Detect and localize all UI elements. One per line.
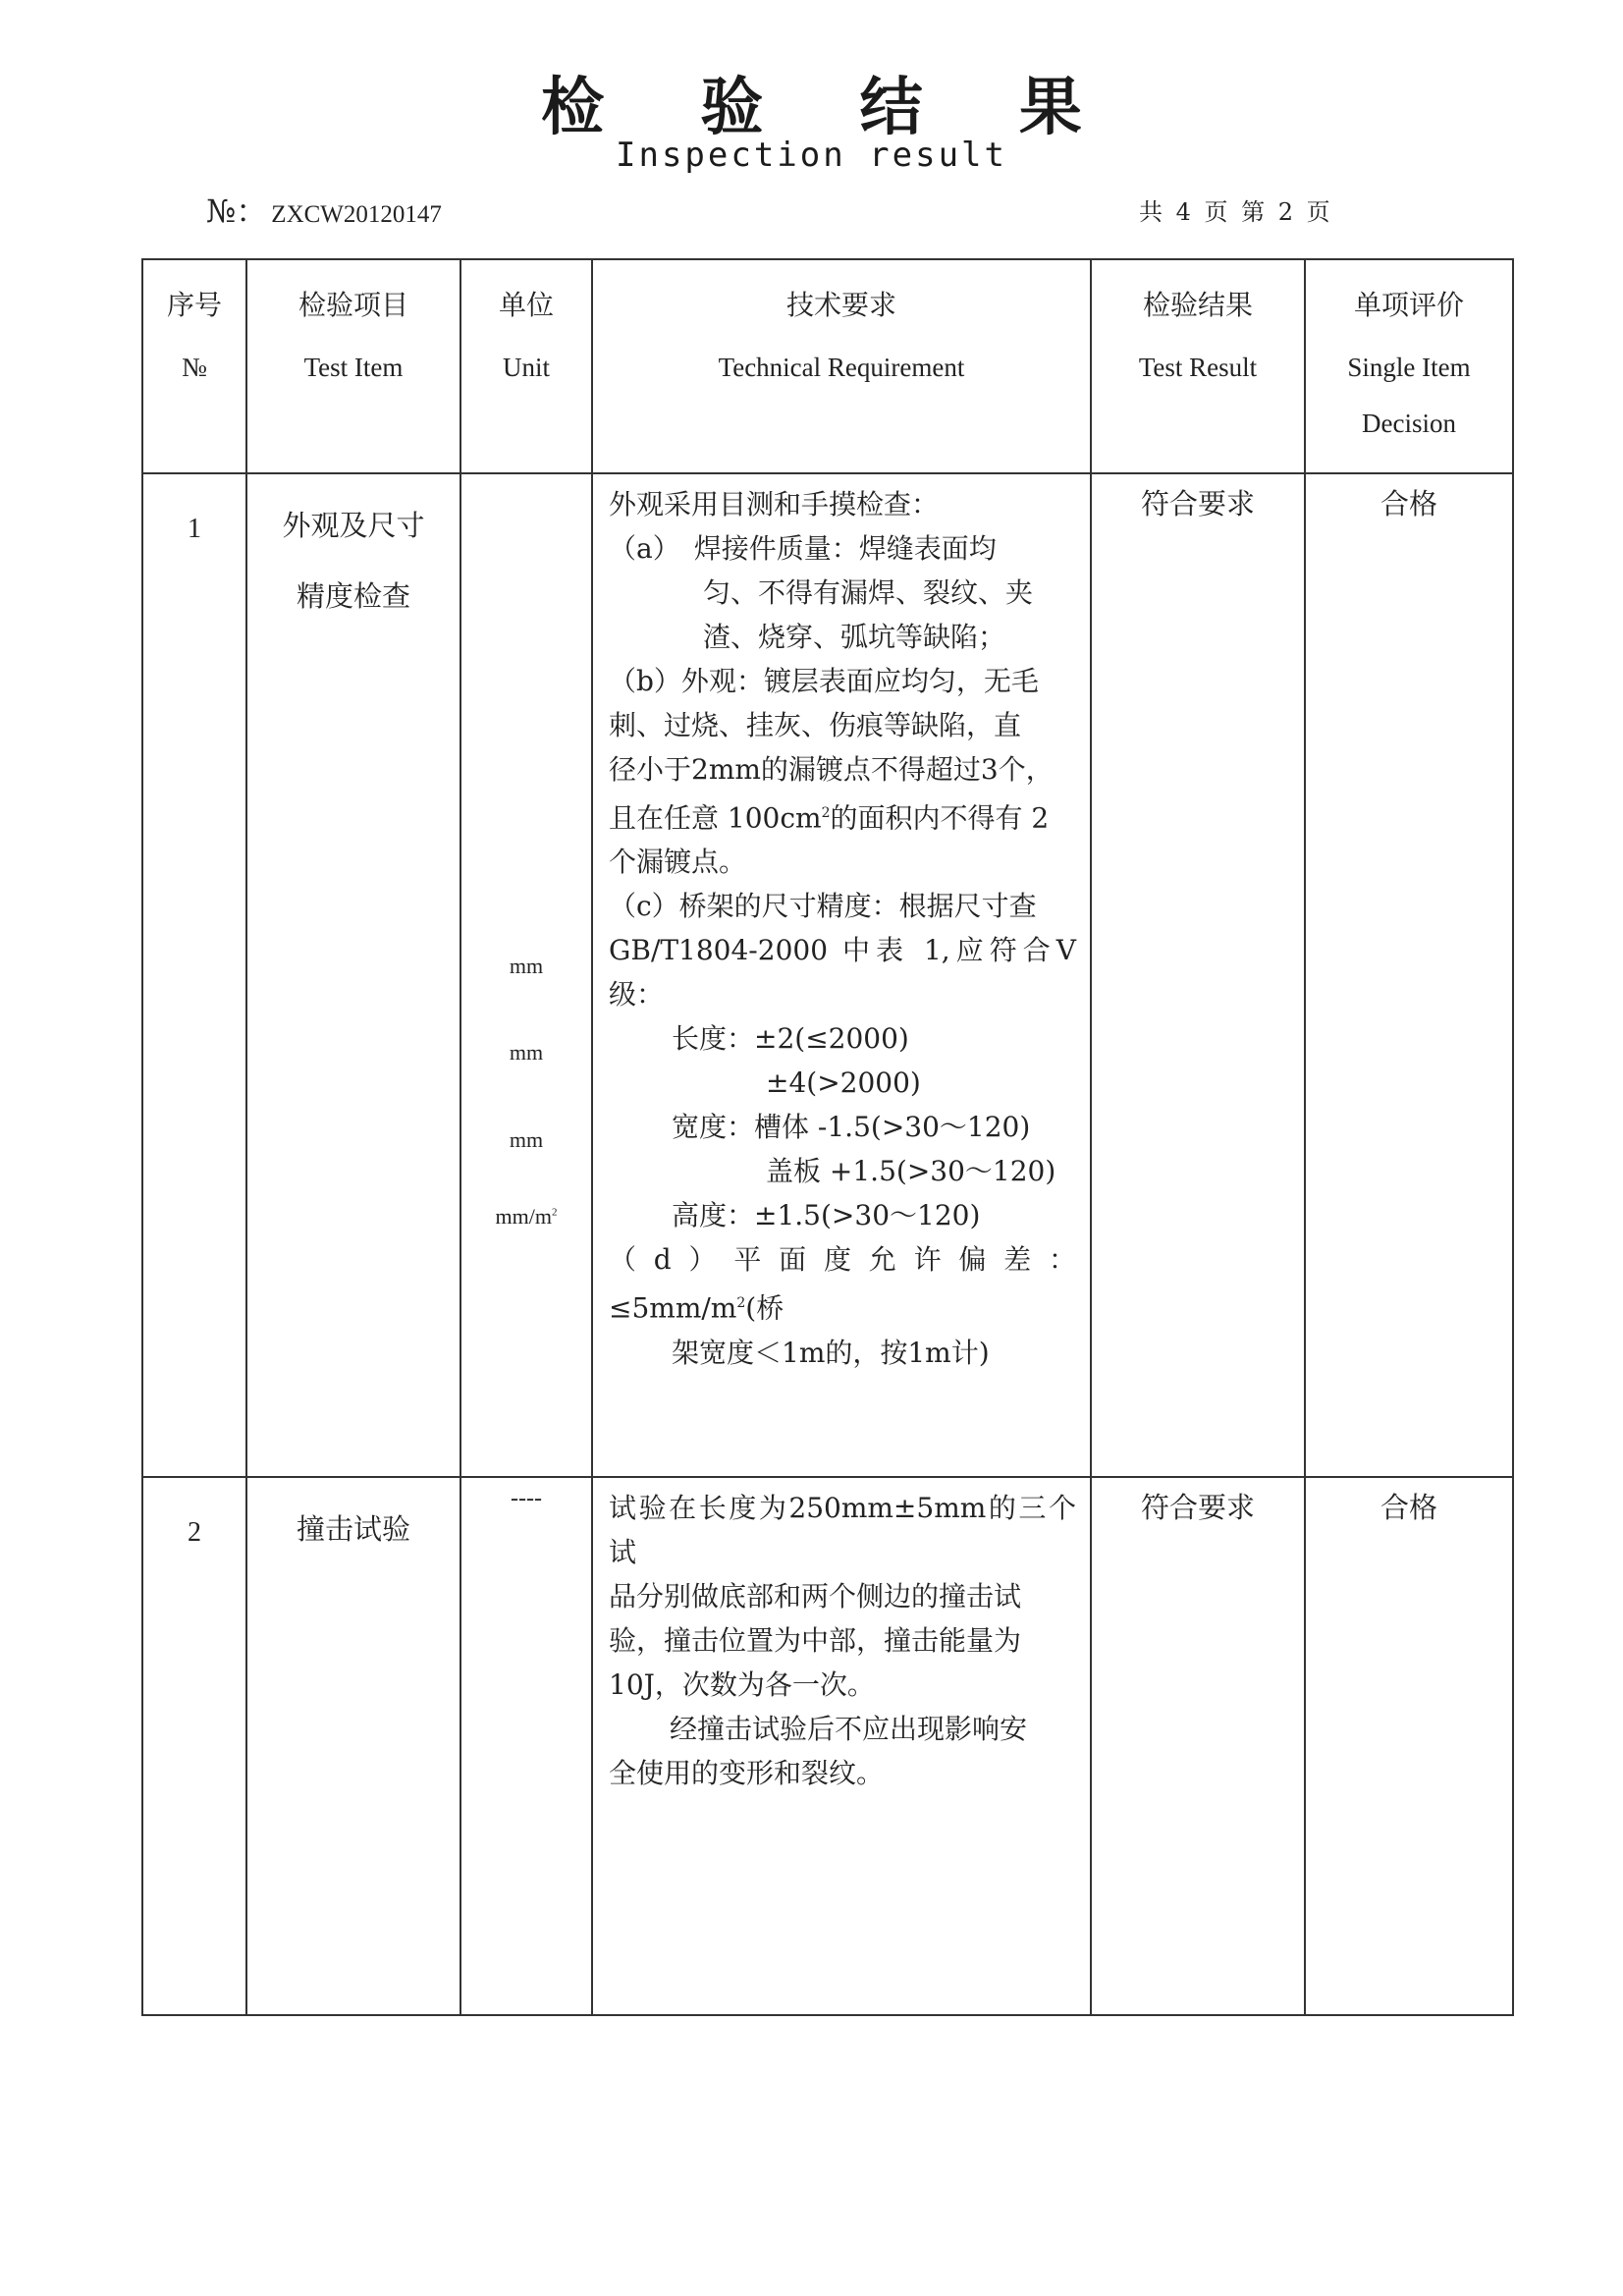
header-decision-en: Single Item	[1347, 353, 1471, 382]
test-item-line: 精度检查	[296, 579, 410, 613]
requirement-superscript: 2	[821, 805, 831, 821]
requirement-line: 个漏镀点。	[609, 846, 747, 879]
row-number: 1	[142, 473, 246, 1477]
inspection-table	[141, 258, 1514, 2016]
requirement-line: 宽度：槽体 -1.5(>30～120)	[672, 1111, 1031, 1144]
requirement-line: 渣、烧穿、弧坑等缺陷；	[703, 621, 1006, 653]
header-decision-cn: 单项评价	[1353, 289, 1464, 321]
test-item	[246, 473, 460, 1477]
header-test-result	[1091, 259, 1305, 473]
test-item	[246, 1477, 460, 2015]
test-result: 符合要求	[1091, 1477, 1305, 2015]
requirement-line: （a） 焊接件质量：焊缝表面均	[609, 532, 997, 565]
document-number-label: №：	[206, 192, 268, 230]
header-unit-en: Unit	[502, 353, 550, 382]
header-technical-requirement	[592, 259, 1091, 473]
header-result-cn: 检验结果	[1142, 289, 1253, 321]
technical-requirement	[592, 473, 1091, 1477]
requirement-text: （d）平面度允许偏差：≤5mm/m	[609, 1243, 1076, 1325]
header-result-en: Test Result	[1138, 353, 1258, 382]
requirement-line: 全使用的变形和裂纹。	[609, 1757, 885, 1789]
requirement-line: 经撞击试验后不应出现影响安	[670, 1713, 1028, 1745]
requirement-line: 匀、不得有漏焊、裂纹、夹	[703, 576, 1034, 609]
header-no-en: №	[182, 353, 207, 382]
title-chinese: 检 验 结 果	[541, 71, 1119, 144]
requirement-line: 径小于2mm的漏镀点不得超过3个，	[609, 753, 1054, 786]
header-no-cn: 序号	[166, 289, 222, 321]
requirement-text: 且在任意 100cm	[609, 801, 822, 835]
header-decision-en2: Decision	[1362, 409, 1456, 438]
header-test-item	[246, 259, 460, 473]
requirement-line: 品分别做底部和两个侧边的撞击试	[609, 1580, 1022, 1613]
unit-value: mm	[509, 1040, 544, 1065]
single-item-decision: 合格	[1305, 473, 1513, 1477]
document-number	[206, 187, 442, 232]
header-single-item-decision	[1305, 259, 1513, 473]
requirement-line: 外观采用目测和手摸检查：	[609, 488, 940, 520]
test-item-line: 撞击试验	[296, 1512, 410, 1546]
unit-value	[461, 1204, 591, 1230]
requirement-line: 长度：±2(≤2000)	[672, 1022, 909, 1056]
requirement-text: (桥	[745, 1291, 784, 1325]
header-unit	[460, 259, 592, 473]
header-no	[142, 259, 246, 473]
requirement-line	[609, 1237, 1076, 1330]
requirement-line: GB/T1804-2000 中表 1,应符合Ⅴ级：	[609, 934, 1076, 1011]
requirement-text: 的面积内不得有 2	[830, 801, 1050, 835]
requirement-line: 高度：±1.5(>30～120)	[672, 1199, 981, 1232]
requirement-line: （c）桥架的尺寸精度：根据尺寸查	[609, 890, 1037, 923]
technical-requirement	[592, 1477, 1091, 2015]
header-requirement-en: Technical Requirement	[718, 353, 965, 382]
requirement-line: ±4(>2000)	[766, 1066, 921, 1100]
document-number-value: ZXCW20120147	[271, 201, 442, 228]
unit-text: mm/m	[495, 1204, 552, 1229]
table-header-row	[142, 259, 1513, 473]
test-result: 符合要求	[1091, 473, 1305, 1477]
requirement-line	[609, 792, 1076, 840]
unit-superscript: 2	[551, 1206, 558, 1219]
requirement-line: 验，撞击位置为中部，撞击能量为	[609, 1624, 1022, 1657]
table-row	[142, 473, 1513, 1477]
test-item-line: 外观及尺寸	[282, 509, 425, 542]
unit-cell	[460, 473, 592, 1477]
table-row	[142, 1477, 1513, 2015]
requirement-line: 盖板 +1.5(>30～120)	[766, 1155, 1056, 1188]
requirement-line: 架宽度＜1m的，按1m计)	[672, 1336, 990, 1369]
header-unit-cn: 单位	[498, 289, 554, 321]
requirement-line: 刺、过烧、挂灰、伤痕等缺陷，直	[609, 709, 1022, 741]
unit-value: mm	[509, 1127, 544, 1152]
header-requirement-cn: 技术要求	[785, 289, 896, 321]
unit-cell: ----	[460, 1477, 592, 2015]
requirement-line: 10J，次数为各一次。	[609, 1668, 875, 1701]
row-number: 2	[142, 1477, 246, 2015]
header-test-item-cn: 检验项目	[298, 289, 408, 321]
unit-value: mm	[509, 954, 544, 978]
requirement-line: 试验在长度为250mm±5mm的三个试	[609, 1492, 1076, 1568]
header-test-item-en: Test Item	[303, 353, 404, 382]
page-info: 共 4 页 第 2 页	[1139, 198, 1330, 226]
single-item-decision: 合格	[1305, 1477, 1513, 2015]
title-english: Inspection result	[616, 136, 1007, 175]
requirement-line: （b）外观：镀层表面应均匀，无毛	[609, 665, 1039, 697]
requirement-superscript: 2	[736, 1295, 746, 1312]
